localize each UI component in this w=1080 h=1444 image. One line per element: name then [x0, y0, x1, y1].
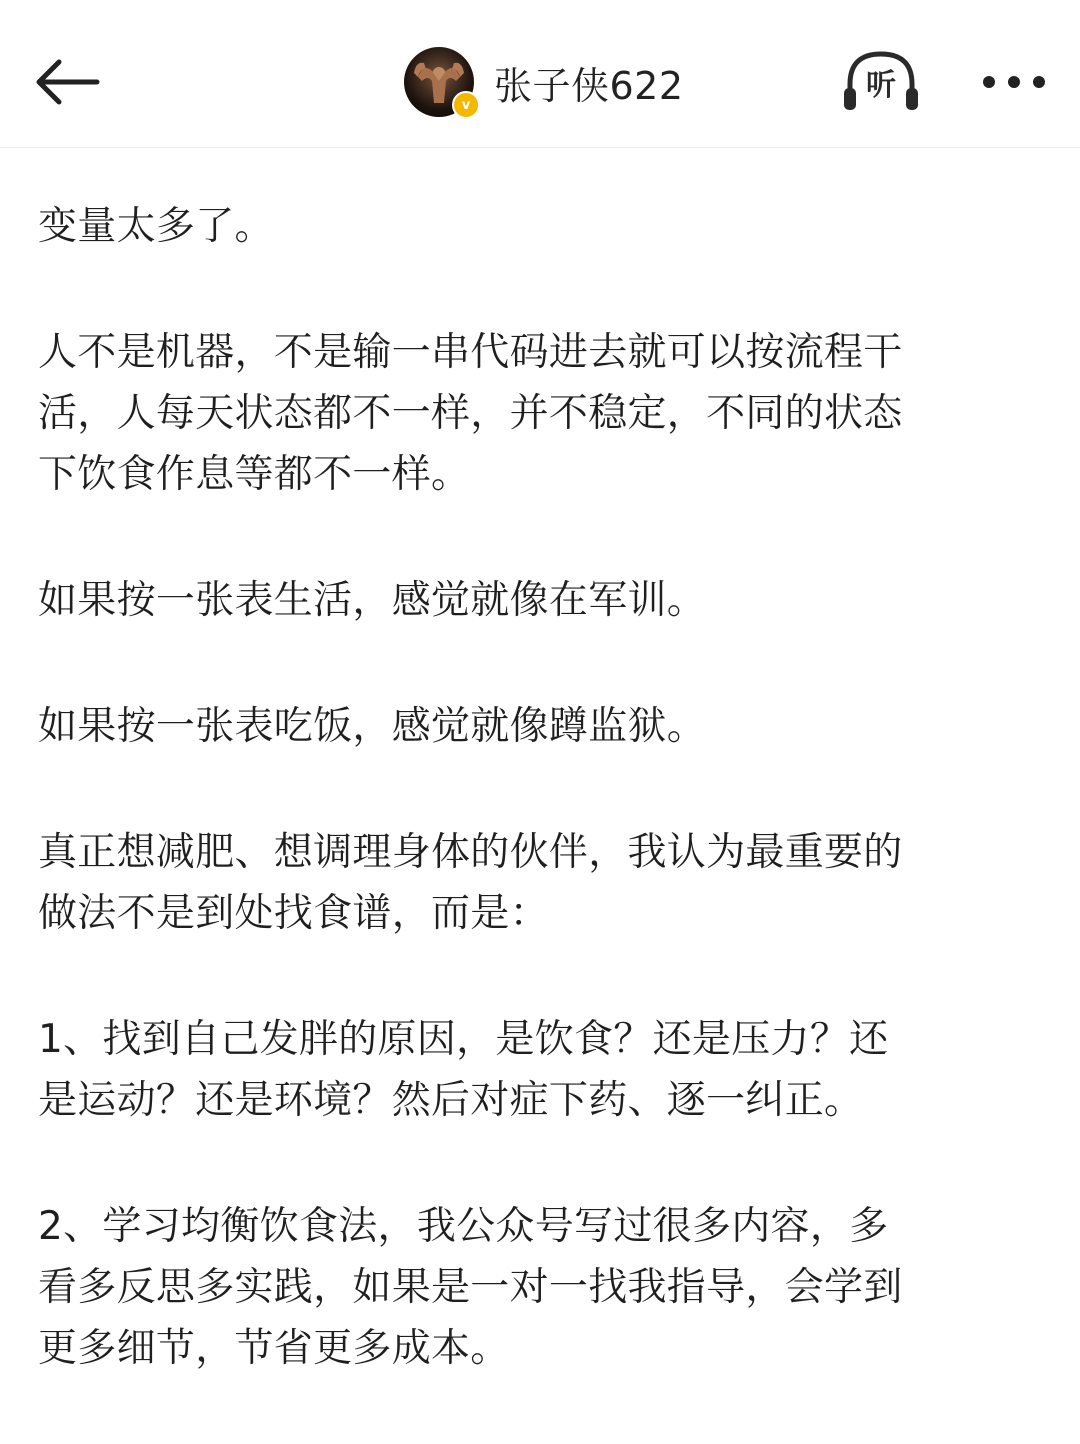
avatar[interactable] — [404, 47, 474, 117]
author-name[interactable]: 张子侠622 — [494, 63, 684, 108]
verified-badge: v — [452, 91, 480, 119]
listen-button[interactable] — [838, 44, 924, 120]
back-arrow-icon — [31, 57, 101, 107]
paragraph: 真正想减肥、想调理身体的伙伴，我认为最重要的 做法不是到处找食谱，而是： — [38, 830, 903, 936]
author-info[interactable] — [404, 44, 684, 120]
paragraph: 如果按一张表吃饭，感觉就像蹲监狱。 — [38, 704, 707, 749]
paragraph: 2、学习均衡饮食法，我公众号写过很多内容，多 看多反思多实践，如果是一对一找我指导，会学到 更多细节，节省更多成本。 — [38, 1204, 903, 1371]
back-button[interactable] — [24, 40, 108, 124]
article-body — [38, 196, 1042, 1444]
paragraph: 变量太多了。 — [38, 204, 274, 249]
listen-label: 听 — [866, 68, 896, 103]
more-dots-icon — [979, 72, 1049, 92]
more-button[interactable] — [968, 50, 1060, 114]
paragraph: 1、找到自己发胖的原因，是饮食？还是压力？还 是运动？还是环境？然后对症下药、逐一纠正。 — [38, 1017, 889, 1123]
paragraph: 人不是机器，不是输一串代码进去就可以按流程干 活，人每天状态都不一样，并不稳定，不同的状态 下饮食作息等都不一样。 — [38, 330, 903, 497]
paragraph: 如果按一张表生活，感觉就像在军训。 — [38, 578, 707, 623]
top-bar — [0, 0, 1080, 148]
